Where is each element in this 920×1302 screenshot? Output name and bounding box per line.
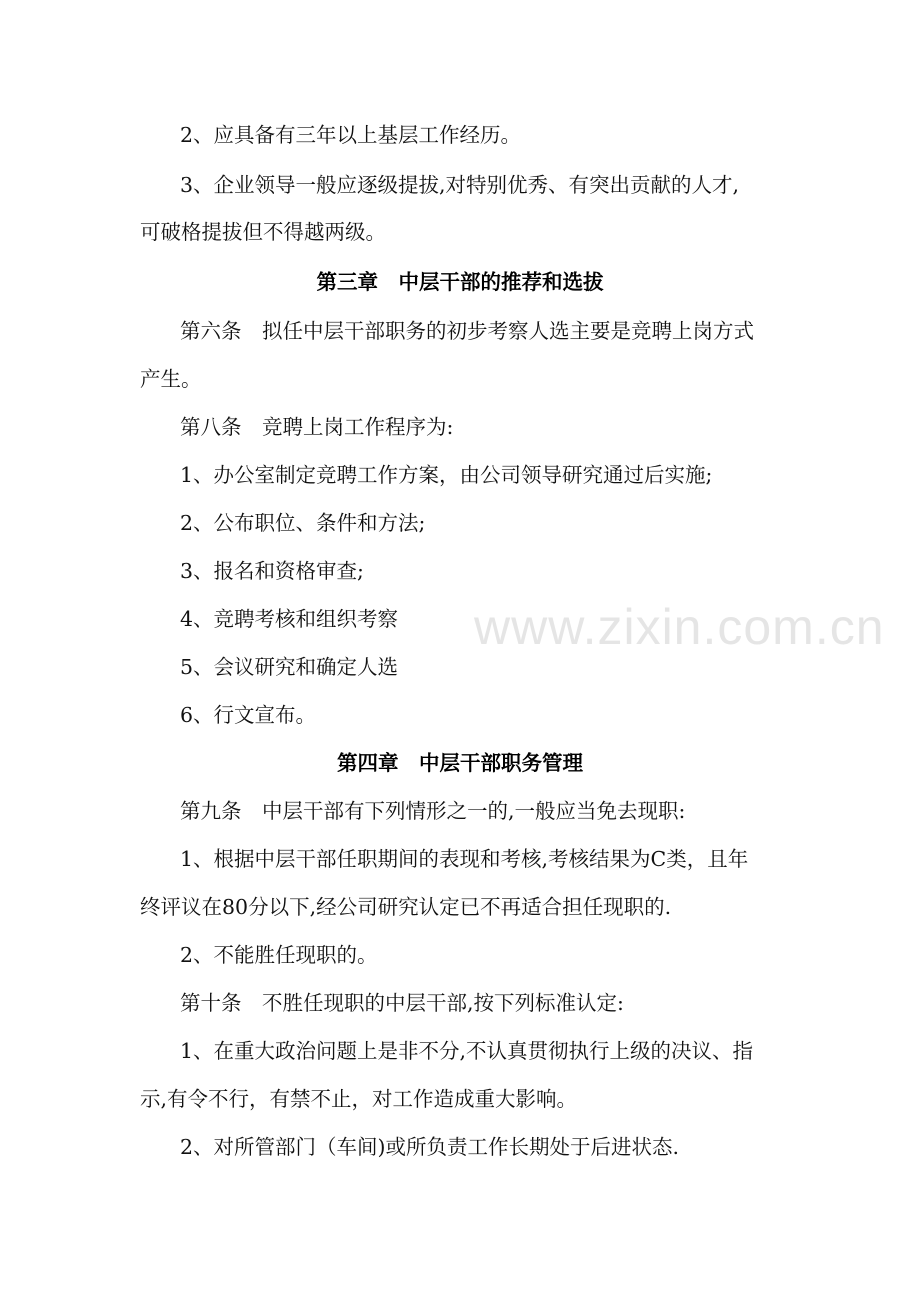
paragraph-line: 第十条 不胜任现职的中层干部,按下列标准认定: <box>180 991 624 1015</box>
list-item: 6、行文宣布。 <box>180 703 317 727</box>
paragraph-line: 第八条 竞聘上岗工作程序为: <box>180 415 454 439</box>
list-item: 2、对所管部门（车间)或所负责工作长期处于后进状态. <box>180 1135 680 1159</box>
chapter-heading: 第三章 中层干部的推荐和选拔 <box>316 270 604 294</box>
list-item: 5、会议研究和确定人选 <box>180 655 399 679</box>
paragraph-line: 可破格提拔但不得越两级。 <box>140 220 386 244</box>
list-item: 1、办公室制定竞聘工作方案，由公司领导研究通过后实施; <box>180 463 713 487</box>
watermark: www.zixin.com.cn <box>474 599 885 655</box>
paragraph-line: 终评议在80分以下,经公司研究认定已不再适合担任现职的. <box>140 895 672 919</box>
list-item: 4、竞聘考核和组织考察 <box>180 607 399 631</box>
paragraph-line: 示,有令不行，有禁不止，对工作造成重大影响。 <box>140 1087 578 1111</box>
list-item: 2、不能胜任现职的。 <box>180 943 378 967</box>
list-item: 2、公布职位、条件和方法; <box>180 511 426 535</box>
paragraph-line: 产生。 <box>140 367 202 391</box>
paragraph-line: 3、企业领导一般应逐级提拔,对特别优秀、有突出贡献的人才, <box>180 173 740 197</box>
chapter-heading: 第四章 中层干部职务管理 <box>337 751 583 775</box>
list-item: 1、根据中层干部任职期间的表现和考核,考核结果为C类，且年 <box>180 847 749 871</box>
list-item: 3、报名和资格审查; <box>180 559 364 583</box>
paragraph-line: 2、应具备有三年以上基层工作经历。 <box>180 123 522 147</box>
list-item: 1、在重大政治问题上是非不分,不认真贯彻执行上级的决议、指 <box>180 1039 754 1063</box>
paragraph-line: 第九条 中层干部有下列情形之一的,一般应当免去现职: <box>180 799 686 823</box>
paragraph-line: 第六条 拟任中层干部职务的初步考察人选主要是竞聘上岗方式 <box>180 319 754 343</box>
